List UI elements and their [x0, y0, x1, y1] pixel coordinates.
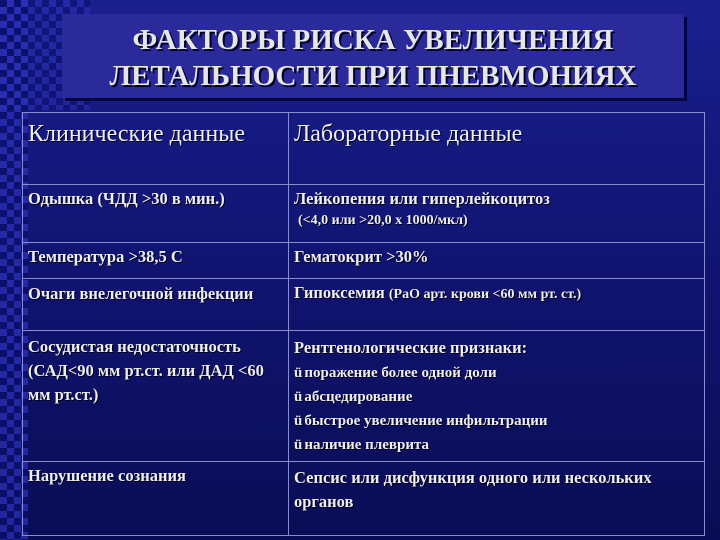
list-item: ü поражение более одной доли [294, 365, 497, 381]
table-row [23, 185, 705, 243]
lab-cell: Гематокрит >30% [289, 243, 705, 279]
title-line-2: ЛЕТАЛЬНОСТИ ПРИ ПНЕВМОНИЯХ [109, 60, 637, 92]
clinical-cell: Очаги внелегочной инфекции [23, 279, 289, 331]
lab-cell [289, 331, 705, 462]
checkmark-icon: ü [294, 365, 303, 381]
lab-main: Гипоксемия [294, 283, 385, 302]
clinical-cell: Нарушение сознания [23, 462, 289, 536]
clinical-cell: Сосудистая недостаточность (САД<90 мм рт.ст. или ДАД <60 мм рт.ст.) [23, 331, 289, 462]
list-item: ü наличие плеврита [294, 437, 430, 453]
table-row [23, 462, 705, 536]
lab-cell: Сепсис или дисфункция одного или нескольких органов [289, 462, 705, 536]
list-item: ü абсцедирование [294, 389, 413, 405]
header-clinical: Клинические данные [23, 113, 289, 185]
table-row [23, 279, 705, 331]
table-row [23, 243, 705, 279]
lab-cell [289, 279, 705, 331]
lab-sub: (<4,0 или >20,0 х 1000/мкл) [298, 213, 468, 228]
checkmark-icon: ü [294, 437, 303, 453]
header-lab: Лабораторные данные [289, 113, 705, 185]
slide-title [62, 14, 684, 98]
clinical-cell: Температура >38,5 С [23, 243, 289, 279]
table-header-row [23, 113, 705, 185]
clinical-cell: Одышка (ЧДД >30 в мин.) [23, 185, 289, 243]
title-line-1: ФАКТОРЫ РИСКА УВЕЛИЧЕНИЯ [132, 24, 614, 56]
lab-main: Лейкопения или гиперлейкоцитоз [294, 189, 550, 208]
list-item: ü быстрое увеличение инфильтрации [294, 413, 548, 429]
checkmark-icon: ü [294, 413, 303, 429]
lab-cell [289, 185, 705, 243]
checkmark-icon: ü [294, 389, 303, 405]
table-row [23, 331, 705, 462]
lab-sub: (PaO арт. крови <60 мм рт. ст.) [388, 287, 582, 302]
risk-factors-table [22, 112, 705, 536]
lab-main: Рентгенологические признаки: [294, 338, 528, 357]
